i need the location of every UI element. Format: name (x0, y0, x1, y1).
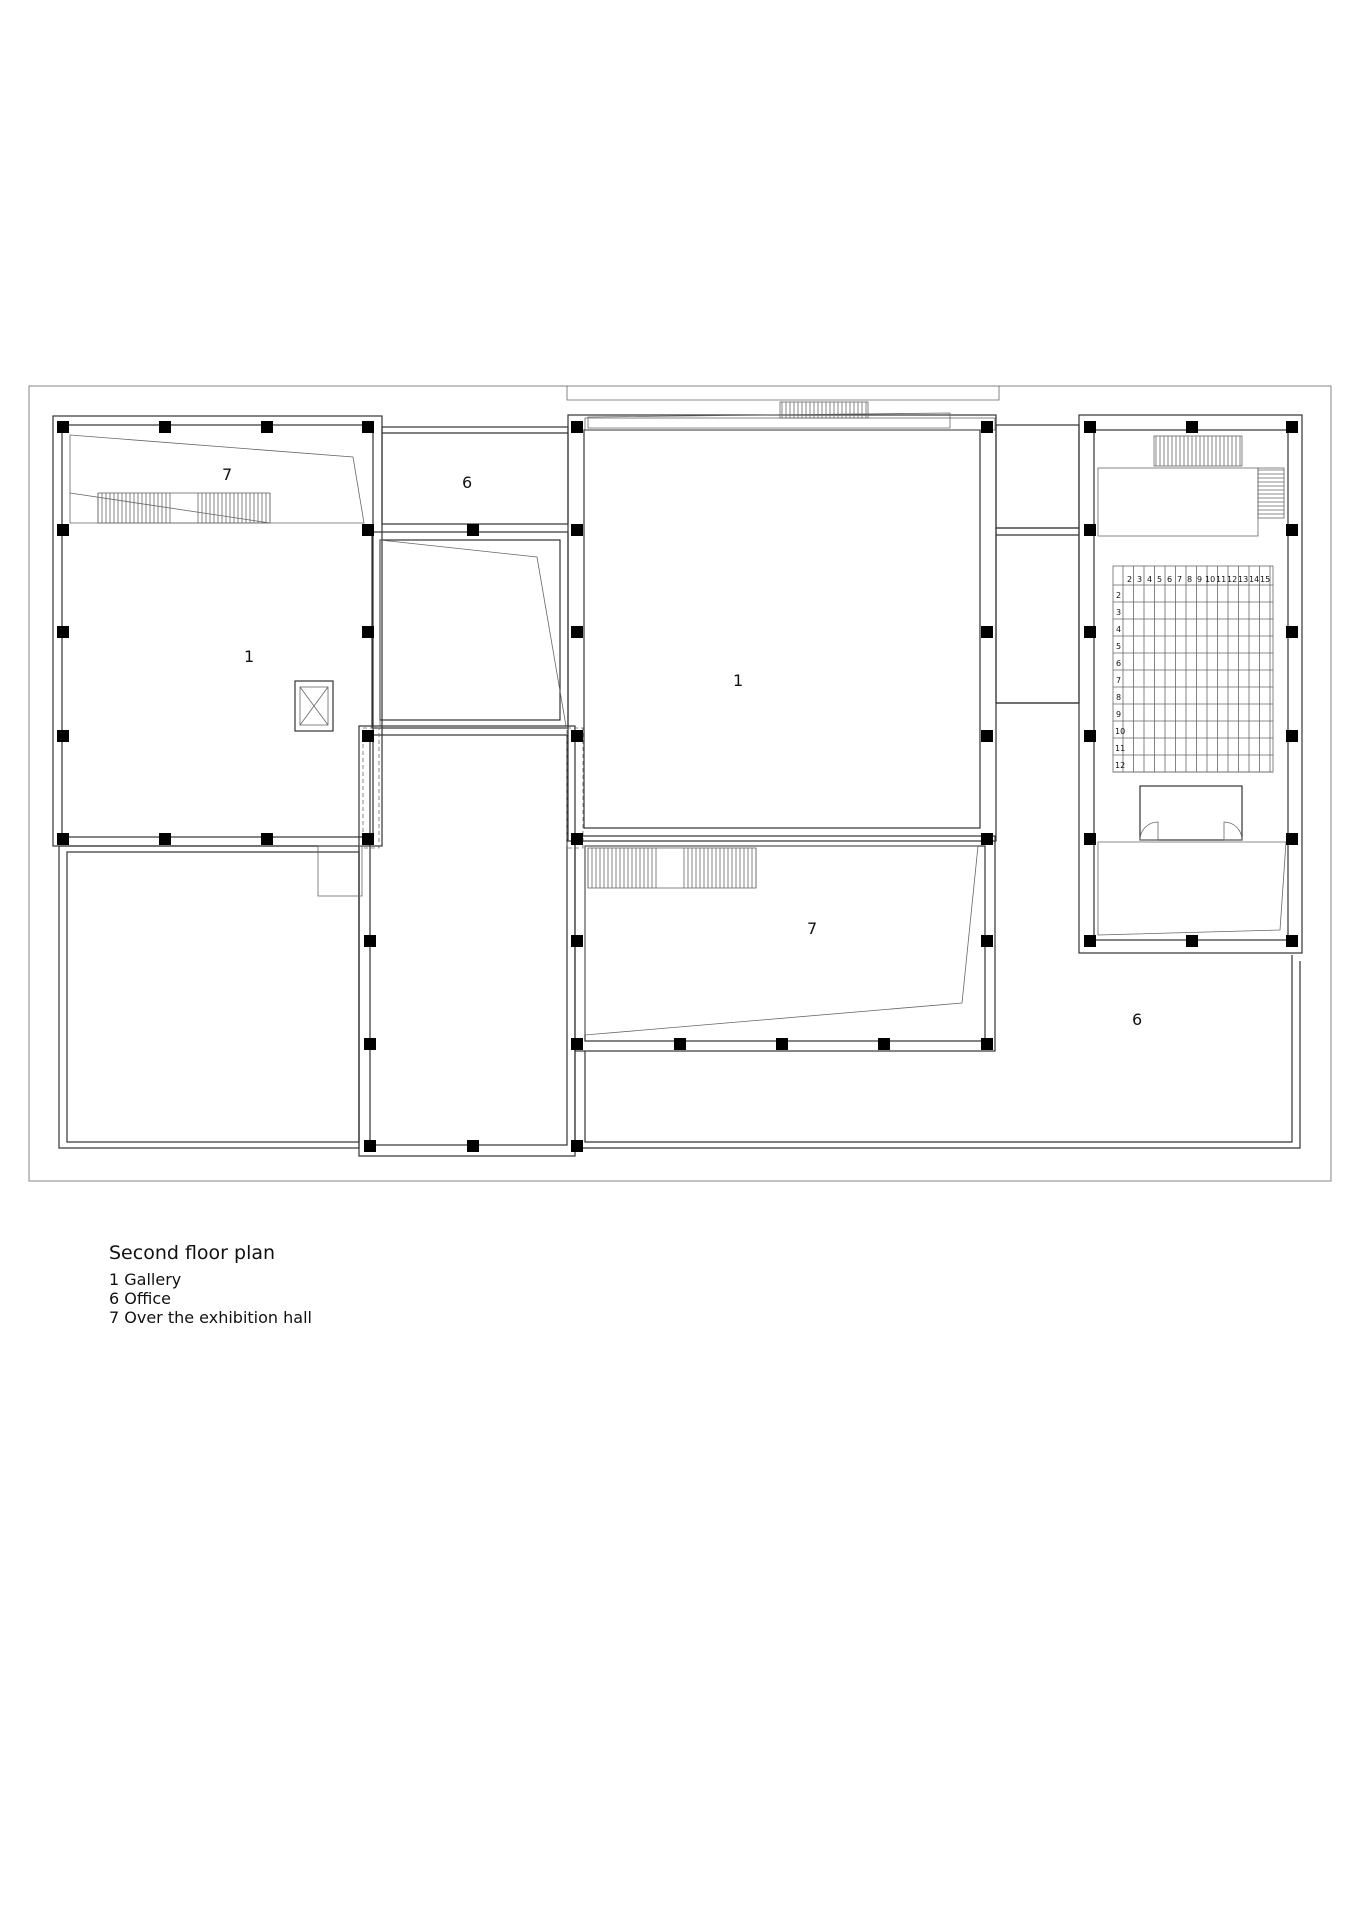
plan-legend (109, 1242, 312, 1327)
column (362, 730, 374, 742)
stair-treads (98, 402, 1284, 888)
label-6-n: 6 (462, 473, 473, 492)
column (1286, 626, 1298, 638)
label-1-center: 1 (733, 671, 744, 690)
column (571, 833, 583, 845)
seat-col-number: 13 (1238, 575, 1249, 584)
column (1186, 421, 1198, 433)
column (57, 730, 69, 742)
seat-row-number: 5 (1116, 642, 1122, 651)
column (981, 833, 993, 845)
column (57, 421, 69, 433)
column (571, 935, 583, 947)
label-7-nw: 7 (222, 465, 233, 484)
column (364, 1038, 376, 1050)
seat-row-number: 9 (1116, 710, 1122, 719)
column (362, 626, 374, 638)
east-auditorium-block (1079, 415, 1302, 953)
column (981, 421, 993, 433)
column (981, 626, 993, 638)
column (364, 935, 376, 947)
seat-row-numbers (1115, 591, 1125, 770)
seat-col-number: 2 (1127, 575, 1133, 584)
column (1286, 730, 1298, 742)
column (1084, 626, 1096, 638)
column (1084, 421, 1096, 433)
seat-col-number: 11 (1216, 575, 1227, 584)
column (571, 730, 583, 742)
column (571, 1140, 583, 1152)
seat-row-number: 6 (1116, 659, 1122, 668)
seat-row-number: 4 (1116, 625, 1122, 634)
east-link (996, 425, 1079, 703)
seat-row-number: 3 (1116, 608, 1122, 617)
middle-block (372, 532, 568, 728)
column (1084, 524, 1096, 536)
column (674, 1038, 686, 1050)
legend-title: Second floor plan (109, 1242, 276, 1264)
column (1084, 833, 1096, 845)
column (1186, 935, 1198, 947)
column (981, 935, 993, 947)
seat-col-number: 7 (1177, 575, 1183, 584)
column (362, 833, 374, 845)
column (261, 833, 273, 845)
seat-row-number: 7 (1116, 676, 1122, 685)
site-notch (567, 386, 999, 400)
label-1-west: 1 (244, 647, 255, 666)
column (571, 626, 583, 638)
column (364, 1140, 376, 1152)
label-7-south: 7 (807, 919, 818, 938)
column (981, 1038, 993, 1050)
seating-grid-lines (1113, 566, 1273, 772)
legend-item-office: 6 Office (109, 1289, 171, 1308)
column (571, 421, 583, 433)
structural-columns (57, 421, 1298, 1152)
seat-col-number: 15 (1260, 575, 1271, 584)
west-block (53, 416, 382, 846)
seat-row-number: 8 (1116, 693, 1122, 702)
seat-row-number: 12 (1115, 761, 1126, 770)
seat-col-number: 12 (1227, 575, 1238, 584)
seat-col-number: 14 (1249, 575, 1260, 584)
column (1286, 524, 1298, 536)
south-hall-block (575, 836, 995, 1051)
seat-col-number: 4 (1147, 575, 1153, 584)
label-6-se: 6 (1132, 1010, 1143, 1029)
column (776, 1038, 788, 1050)
column (878, 1038, 890, 1050)
column (1286, 421, 1298, 433)
legend-item-gallery: 1 Gallery (109, 1270, 182, 1289)
legend-item-exhibition: 7 Over the exhibition hall (109, 1308, 312, 1327)
site-boundary (29, 386, 1331, 1181)
column (57, 833, 69, 845)
central-gallery-block (568, 402, 996, 841)
column (159, 833, 171, 845)
column (362, 421, 374, 433)
column (981, 730, 993, 742)
seat-row-number: 10 (1115, 727, 1126, 736)
seat-col-number: 10 (1205, 575, 1216, 584)
column (467, 524, 479, 536)
seat-row-number: 2 (1116, 591, 1122, 600)
column (362, 524, 374, 536)
column (57, 524, 69, 536)
seat-col-number: 3 (1137, 575, 1143, 584)
seat-row-number: 11 (1115, 744, 1126, 753)
north-office-block (382, 427, 568, 524)
column (467, 1140, 479, 1152)
seat-col-number: 9 (1197, 575, 1203, 584)
column (261, 421, 273, 433)
column (1286, 833, 1298, 845)
column (571, 524, 583, 536)
column (159, 421, 171, 433)
column (571, 1038, 583, 1050)
corridor-block (359, 726, 583, 1156)
column (1084, 935, 1096, 947)
column (57, 626, 69, 638)
seat-column-numbers (1127, 575, 1270, 584)
stage (1140, 786, 1242, 840)
southwest-block (59, 846, 362, 1148)
column (1286, 935, 1298, 947)
seat-col-number: 8 (1187, 575, 1193, 584)
seat-col-number: 5 (1157, 575, 1163, 584)
seat-col-number: 6 (1167, 575, 1173, 584)
column (1084, 730, 1096, 742)
